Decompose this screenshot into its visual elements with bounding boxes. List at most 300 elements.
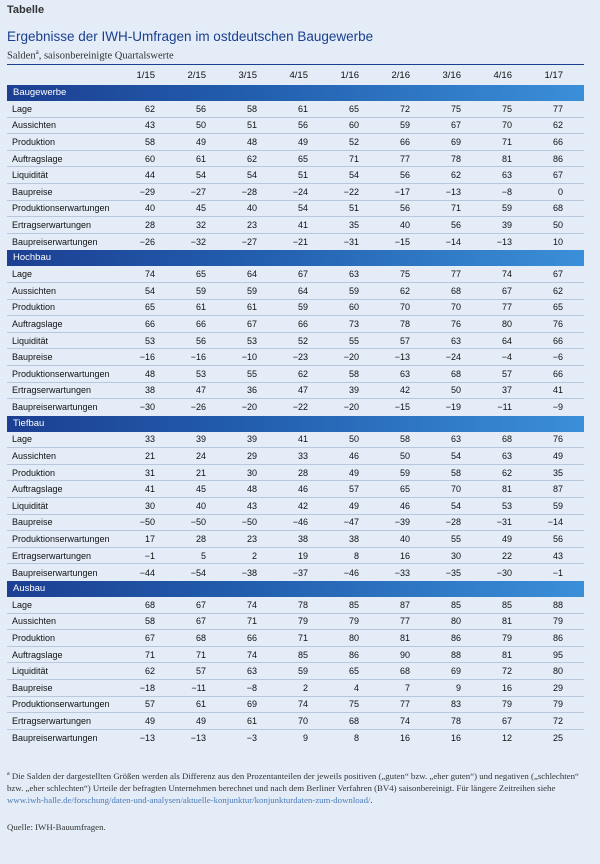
row-cells: [124, 633, 583, 643]
data-table: [7, 64, 584, 746]
table-cell: 76: [552, 434, 563, 445]
row-label: Liquidität: [12, 170, 49, 181]
table-cell: 85: [501, 599, 512, 610]
table-cell: 71: [297, 633, 308, 644]
table-cell: 35: [348, 219, 359, 230]
table-cell: 81: [501, 616, 512, 627]
table-cell: −9: [552, 402, 563, 413]
table-cell: 68: [450, 368, 461, 379]
table-cell: 28: [195, 534, 206, 545]
row-label: Produktion: [12, 302, 56, 313]
table-cell: 66: [552, 335, 563, 346]
row-label: Produktion: [12, 136, 56, 147]
table-cell: −13: [139, 733, 155, 744]
table-cell: 37: [501, 385, 512, 396]
table-cell: 55: [450, 534, 461, 545]
table-cell: 72: [501, 666, 512, 677]
table-cell: 61: [297, 103, 308, 114]
table-row: [7, 266, 584, 283]
table-cell: 75: [501, 103, 512, 114]
row-cells: [124, 302, 583, 312]
table-cell: 49: [348, 500, 359, 511]
table-cell: −15: [394, 237, 410, 248]
download-link[interactable]: www.iwh-halle.de/forschung/daten-und-analysen/aktuelle-konjunktur/konjunkturdaten-zum-download/: [7, 794, 371, 805]
table-cell: −6: [552, 352, 563, 363]
table-cell: 87: [552, 484, 563, 495]
table-cell: 46: [348, 451, 359, 462]
table-cell: 56: [450, 219, 461, 230]
footnote-mark: a: [7, 771, 10, 777]
table-cell: 48: [246, 136, 257, 147]
row-cells: [124, 237, 583, 247]
table-cell: 51: [297, 170, 308, 181]
table-cell: 81: [399, 633, 410, 644]
table-cell: 10: [552, 237, 563, 248]
table-cell: −28: [241, 186, 257, 197]
table-cell: −38: [241, 567, 257, 578]
table-cell: 78: [450, 153, 461, 164]
table-row: [7, 316, 584, 333]
table-cell: −16: [139, 352, 155, 363]
table-cell: 41: [552, 385, 563, 396]
table-cell: 80: [450, 616, 461, 627]
table-cell: 38: [297, 534, 308, 545]
table-cell: −1: [552, 567, 563, 578]
section-header: Ausbau: [7, 581, 584, 597]
table-cell: 63: [399, 368, 410, 379]
row-cells: [124, 154, 583, 164]
table-cell: −29: [139, 186, 155, 197]
footnote: [7, 768, 592, 806]
table-cell: 62: [144, 666, 155, 677]
table-cell: 56: [552, 534, 563, 545]
table-cell: 79: [348, 616, 359, 627]
table-cell: 67: [246, 318, 257, 329]
table-cell: 71: [195, 649, 206, 660]
table-cell: −19: [445, 402, 461, 413]
table-cell: 60: [348, 120, 359, 131]
table-cell: 38: [144, 385, 155, 396]
table-cell: 77: [501, 302, 512, 313]
section-header: Hochbau: [7, 250, 584, 266]
table-cell: 41: [297, 434, 308, 445]
table-cell: 35: [552, 467, 563, 478]
row-label: Ertragserwartungen: [12, 385, 92, 396]
table-cell: −32: [190, 237, 206, 248]
table-cell: 66: [552, 368, 563, 379]
table-cell: 38: [348, 534, 359, 545]
table-cell: 68: [144, 599, 155, 610]
table-cell: 43: [552, 550, 563, 561]
table-cell: 63: [501, 451, 512, 462]
table-cell: −26: [139, 237, 155, 248]
row-label: Liquidität: [12, 500, 49, 511]
table-cell: 60: [348, 302, 359, 313]
table-cell: 53: [246, 335, 257, 346]
table-cell: 46: [297, 484, 308, 495]
table-cell: 0: [557, 186, 563, 197]
table-cell: 79: [297, 616, 308, 627]
table-cell: −31: [343, 237, 359, 248]
table-cell: 66: [399, 136, 410, 147]
table-cell: −27: [190, 186, 206, 197]
row-cells: [124, 434, 583, 444]
section-rows: [7, 101, 584, 250]
row-cells: [124, 402, 583, 412]
table-cell: 23: [246, 219, 257, 230]
table-cell: −8: [501, 186, 512, 197]
table-cell: 39: [348, 385, 359, 396]
table-cell: 83: [450, 699, 461, 710]
table-row: [7, 184, 584, 201]
table-cell: 48: [144, 368, 155, 379]
table-cell: 67: [297, 269, 308, 280]
column-header: 3/15: [238, 69, 257, 81]
table-cell: 71: [501, 136, 512, 147]
table-cell: 62: [144, 103, 155, 114]
row-label: Liquidität: [12, 666, 49, 677]
column-header: 1/15: [136, 69, 155, 81]
row-label: Baupreiserwartungen: [12, 237, 98, 248]
row-label: Baupreise: [12, 517, 53, 528]
table-cell: 74: [246, 599, 257, 610]
table-cell: 64: [246, 269, 257, 280]
table-cell: 41: [297, 219, 308, 230]
table-cell: 59: [195, 285, 206, 296]
table-cell: 63: [348, 269, 359, 280]
table-cell: 58: [246, 103, 257, 114]
table-row: [7, 614, 584, 631]
table-cell: 78: [399, 318, 410, 329]
row-label: Auftragslage: [12, 649, 63, 660]
table-cell: 58: [399, 434, 410, 445]
table-cell: 51: [246, 120, 257, 131]
table-row: [7, 481, 584, 498]
table-tag: Tabelle: [7, 4, 45, 16]
table-cell: 16: [399, 550, 410, 561]
table-cell: 86: [348, 649, 359, 660]
footnote-end: .: [370, 794, 373, 805]
table-cell: 53: [195, 368, 206, 379]
table-cell: 36: [246, 385, 257, 396]
table-row: [7, 151, 584, 168]
table-cell: 58: [348, 368, 359, 379]
table-section: [7, 416, 584, 581]
subtitle: [7, 48, 174, 62]
table-cell: −13: [394, 352, 410, 363]
table-cell: 86: [450, 633, 461, 644]
table-cell: −35: [445, 567, 461, 578]
table-cell: −26: [190, 402, 206, 413]
table-cell: 30: [246, 467, 257, 478]
table-cell: 61: [195, 153, 206, 164]
row-cells: [124, 336, 583, 346]
table-cell: 16: [399, 733, 410, 744]
table-cell: 80: [348, 633, 359, 644]
row-cells: [124, 286, 583, 296]
table-cell: 47: [297, 385, 308, 396]
table-cell: 78: [450, 715, 461, 726]
table-row: [7, 730, 584, 747]
table-row: [7, 234, 584, 251]
table-cell: 66: [297, 318, 308, 329]
table-cell: 95: [552, 649, 563, 660]
table-cell: −50: [139, 517, 155, 528]
subtitle-text: Salden: [7, 50, 36, 62]
table-cell: 65: [297, 153, 308, 164]
table-cell: 77: [450, 269, 461, 280]
row-cells: [124, 451, 583, 461]
table-cell: 25: [552, 733, 563, 744]
table-cell: −15: [394, 402, 410, 413]
table-cell: 59: [348, 285, 359, 296]
table-cell: 66: [144, 318, 155, 329]
table-cell: −20: [343, 402, 359, 413]
table-cell: 40: [246, 203, 257, 214]
table-row: [7, 680, 584, 697]
section-rows: [7, 597, 584, 746]
table-cell: −22: [343, 186, 359, 197]
table-cell: −27: [241, 237, 257, 248]
table-cell: −46: [292, 517, 308, 528]
row-label: Ertragserwartungen: [12, 550, 92, 561]
table-cell: 63: [450, 335, 461, 346]
row-cells: [124, 517, 583, 527]
table-cell: 8: [353, 733, 359, 744]
table-cell: 74: [297, 699, 308, 710]
table-cell: −16: [190, 352, 206, 363]
table-cell: 62: [297, 368, 308, 379]
table-cell: 71: [450, 203, 461, 214]
row-label: Lage: [12, 599, 33, 610]
table-cell: 24: [195, 451, 206, 462]
table-cell: 71: [144, 649, 155, 660]
row-label: Ertragserwartungen: [12, 715, 92, 726]
row-label: Auftragslage: [12, 153, 63, 164]
row-cells: [124, 170, 583, 180]
table-cell: 65: [348, 103, 359, 114]
table-cell: 21: [195, 467, 206, 478]
table-cell: 61: [246, 302, 257, 313]
row-label: Auftragslage: [12, 484, 63, 495]
table-cell: 65: [195, 269, 206, 280]
table-cell: 49: [552, 451, 563, 462]
table-cell: 67: [195, 616, 206, 627]
row-label: Baupreise: [12, 352, 53, 363]
table-section: [7, 85, 584, 250]
table-cell: 68: [348, 715, 359, 726]
table-cell: 49: [144, 715, 155, 726]
row-label: Produktion: [12, 633, 56, 644]
table-cell: −28: [445, 517, 461, 528]
table-cell: 68: [450, 285, 461, 296]
table-cell: 40: [399, 534, 410, 545]
table-row: [7, 300, 584, 317]
table-cell: 75: [399, 269, 410, 280]
table-row: [7, 366, 584, 383]
table-cell: 66: [195, 318, 206, 329]
table-row: [7, 333, 584, 350]
table-cell: 33: [144, 434, 155, 445]
row-label: Ertragserwartungen: [12, 219, 92, 230]
table-row: [7, 564, 584, 581]
section-header: Baugewerbe: [7, 85, 584, 101]
column-header: 2/15: [187, 69, 206, 81]
table-row: [7, 134, 584, 151]
column-header: 4/15: [289, 69, 308, 81]
table-cell: 74: [144, 269, 155, 280]
table-cell: 31: [144, 467, 155, 478]
row-label: Aussichten: [12, 616, 57, 627]
table-cell: 46: [399, 500, 410, 511]
column-header: 3/16: [442, 69, 461, 81]
table-cell: −11: [191, 682, 206, 693]
row-cells: [124, 352, 583, 362]
row-label: Baupreiserwartungen: [12, 567, 98, 578]
row-cells: [124, 666, 583, 676]
column-header: 4/16: [493, 69, 512, 81]
section-header: Tiefbau: [7, 416, 584, 432]
table-cell: 52: [348, 136, 359, 147]
table-cell: −8: [246, 682, 257, 693]
table-row: [7, 349, 584, 366]
table-row: [7, 399, 584, 416]
table-cell: 63: [501, 170, 512, 181]
table-cell: −31: [496, 517, 512, 528]
table-cell: 57: [501, 368, 512, 379]
table-cell: −33: [394, 567, 410, 578]
row-cells: [124, 203, 583, 213]
table-cell: 67: [501, 715, 512, 726]
table-cell: 64: [501, 335, 512, 346]
table-cell: 67: [144, 633, 155, 644]
table-cell: 70: [399, 302, 410, 313]
table-cell: 68: [399, 666, 410, 677]
table-cell: 81: [501, 484, 512, 495]
table-cell: −21: [292, 237, 308, 248]
row-label: Produktionserwartungen: [12, 203, 110, 214]
row-cells: [124, 269, 583, 279]
table-cell: 40: [399, 219, 410, 230]
row-cells: [124, 650, 583, 660]
table-cell: 67: [501, 285, 512, 296]
table-cell: 54: [297, 203, 308, 214]
table-row: [7, 217, 584, 234]
table-cell: 53: [501, 500, 512, 511]
table-cell: 54: [195, 170, 206, 181]
table-cell: 49: [195, 715, 206, 726]
table-cell: 4: [353, 682, 359, 693]
table-cell: 16: [501, 682, 512, 693]
table-section: [7, 581, 584, 746]
table-cell: 77: [399, 153, 410, 164]
table-section: [7, 250, 584, 415]
table-cell: 2: [302, 682, 308, 693]
table-cell: 67: [195, 599, 206, 610]
table-cell: 80: [501, 318, 512, 329]
table-cell: 65: [348, 666, 359, 677]
section-rows: [7, 266, 584, 415]
row-cells: [124, 319, 583, 329]
table-cell: 70: [297, 715, 308, 726]
table-cell: −39: [394, 517, 410, 528]
table-cell: 50: [348, 434, 359, 445]
table-cell: 69: [450, 666, 461, 677]
table-cell: 50: [450, 385, 461, 396]
header-row: [7, 65, 584, 85]
row-cells: [124, 699, 583, 709]
table-cell: −3: [246, 733, 257, 744]
row-cells: [124, 484, 583, 494]
table-cell: −20: [343, 352, 359, 363]
table-cell: 62: [552, 120, 563, 131]
table-cell: 61: [195, 302, 206, 313]
table-cell: 45: [195, 203, 206, 214]
table-cell: 9: [302, 733, 308, 744]
table-cell: 65: [399, 484, 410, 495]
table-cell: 78: [297, 599, 308, 610]
table-cell: −24: [445, 352, 461, 363]
table-cell: 85: [297, 649, 308, 660]
table-cell: −20: [241, 402, 257, 413]
table-cell: 54: [246, 170, 257, 181]
table-cell: 7: [404, 682, 410, 693]
table-row: [7, 630, 584, 647]
table-cell: −30: [139, 402, 155, 413]
row-label: Lage: [12, 103, 33, 114]
table-cell: 59: [297, 666, 308, 677]
table-row: [7, 432, 584, 449]
table-cell: 40: [144, 203, 155, 214]
table-cell: 21: [144, 451, 155, 462]
table-cell: 56: [399, 203, 410, 214]
table-cell: −47: [343, 517, 359, 528]
row-label: Baupreise: [12, 186, 53, 197]
table-cell: 56: [297, 120, 308, 131]
table-cell: 2: [251, 550, 257, 561]
table-cell: 54: [450, 500, 461, 511]
table-cell: 62: [246, 153, 257, 164]
table-cell: 39: [246, 434, 257, 445]
table-row: [7, 118, 584, 135]
table-cell: 58: [144, 136, 155, 147]
table-cell: 59: [501, 203, 512, 214]
row-cells: [124, 600, 583, 610]
source-note: Quelle: IWH-Bauumfragen.: [7, 822, 106, 832]
table-cell: 85: [348, 599, 359, 610]
row-label: Produktion: [12, 467, 56, 478]
table-cell: 50: [399, 451, 410, 462]
table-cell: 49: [195, 136, 206, 147]
table-cell: 50: [195, 120, 206, 131]
table-cell: 8: [353, 550, 359, 561]
row-cells: [124, 468, 583, 478]
table-cell: −4: [501, 352, 512, 363]
row-label: Auftragslage: [12, 318, 63, 329]
table-cell: 54: [348, 170, 359, 181]
row-cells: [124, 551, 583, 561]
table-cell: 70: [501, 120, 512, 131]
table-cell: 74: [246, 649, 257, 660]
table-cell: 39: [501, 219, 512, 230]
table-cell: 59: [246, 285, 257, 296]
table-cell: 57: [399, 335, 410, 346]
table-cell: 28: [297, 467, 308, 478]
table-cell: 56: [399, 170, 410, 181]
table-cell: 53: [144, 335, 155, 346]
table-cell: −37: [292, 567, 308, 578]
row-label: Produktionserwartungen: [12, 534, 110, 545]
